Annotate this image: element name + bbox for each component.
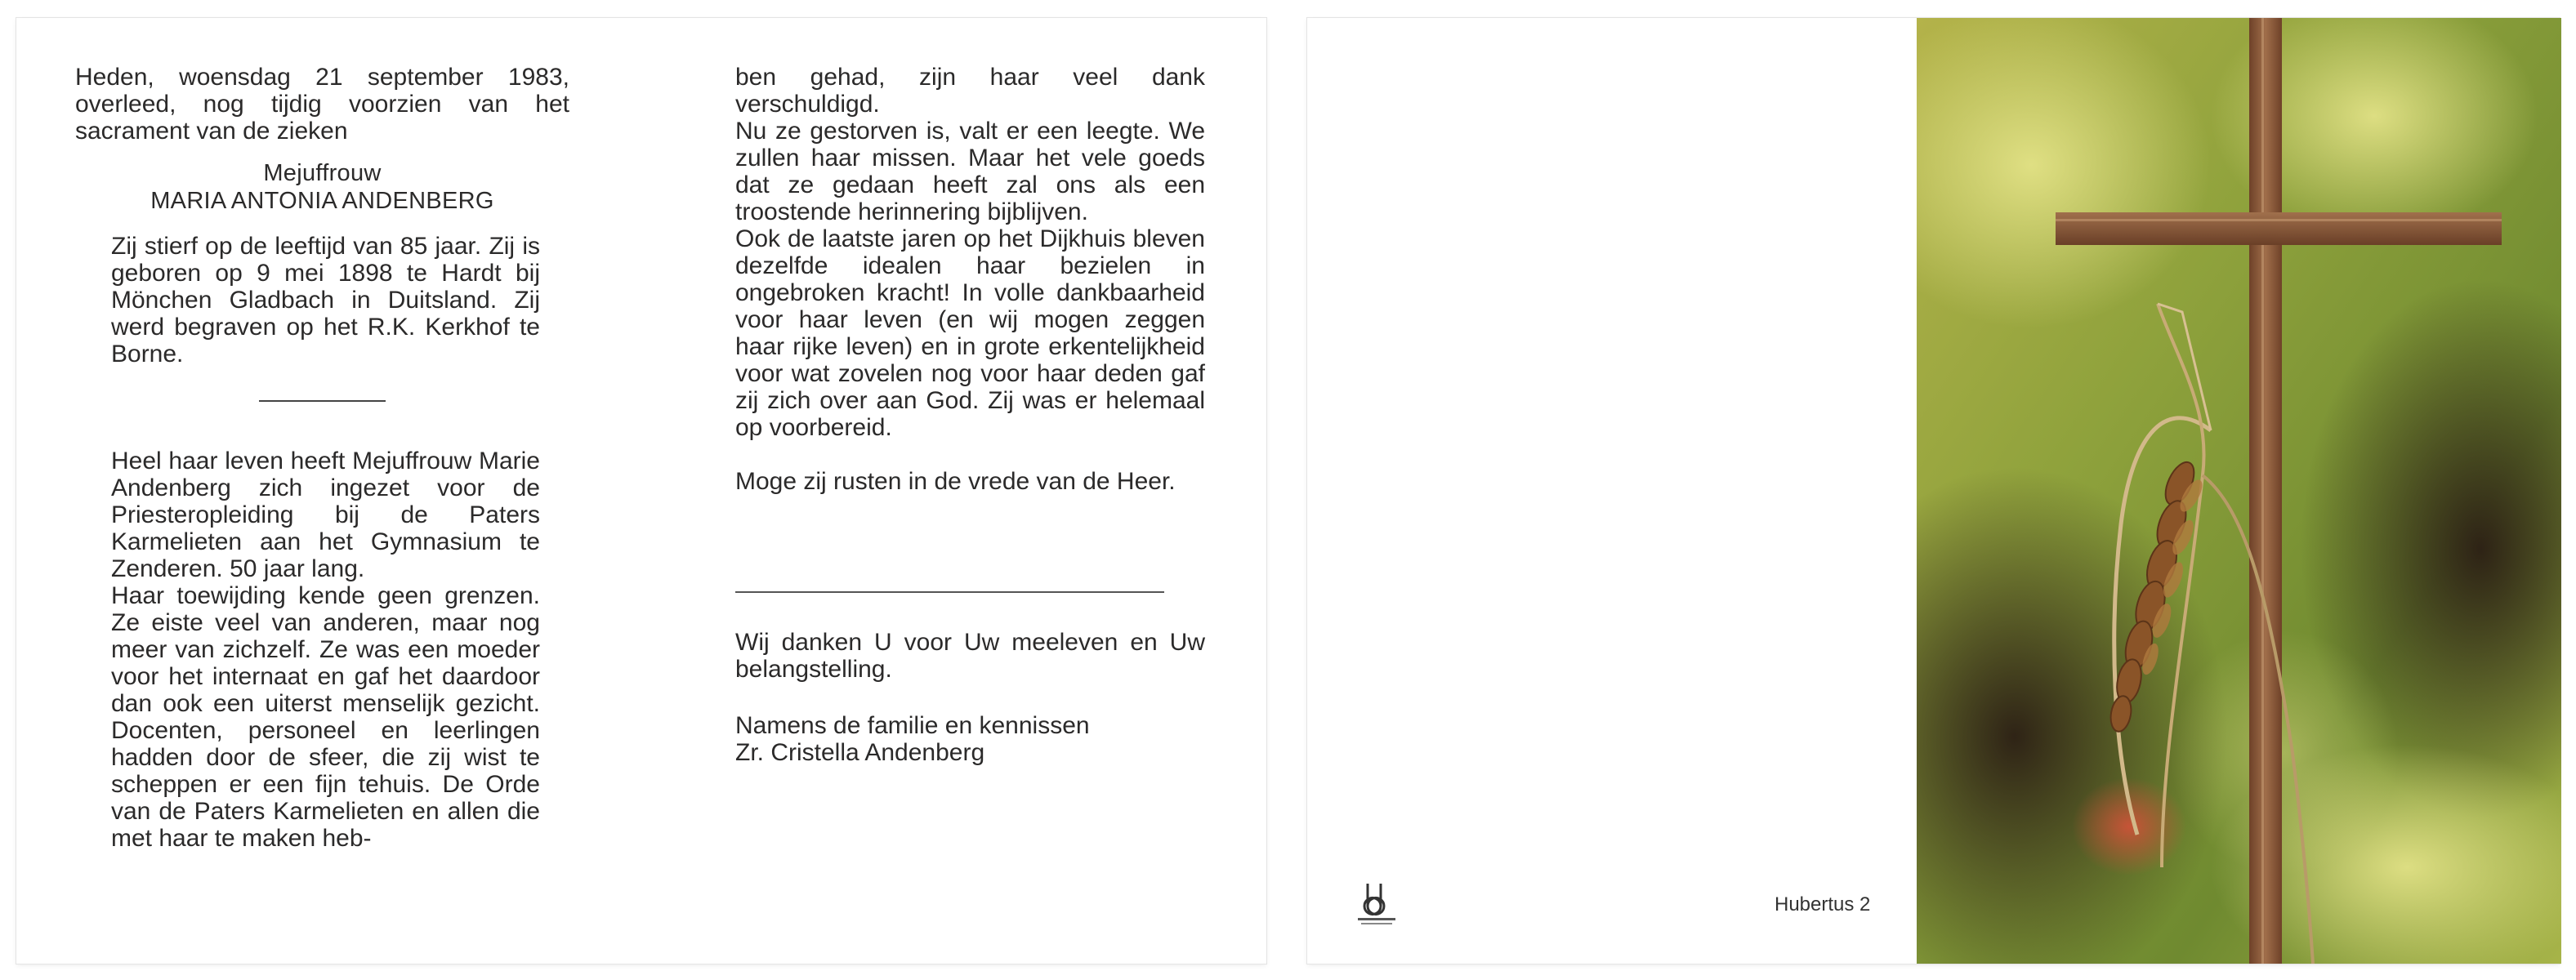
card-code-label: Hubertus 2 bbox=[1775, 893, 1871, 915]
closing-block bbox=[735, 629, 1205, 766]
deceased-heading bbox=[75, 159, 569, 215]
thanks-text: Wij danken U voor Uw meeleven en Uw belangstelling. bbox=[735, 629, 1205, 683]
signature-line-2: Zr. Cristella Andenberg bbox=[735, 739, 985, 766]
tribute-paragraph-5: Ook de laatste jaren op het Dijkhuis bleven dezelfde idealen haar bezielen in ongebroken kracht! In volle dankbaarheid voor haar leven (en wij mogen zeggen haar rijke leven) en in grote erkentelijkheid voor wat zovelen nog voor haar deden gaf zij zich over aan God. Zij was er helemaal op voorbereid. bbox=[735, 225, 1205, 441]
middle-text-block bbox=[735, 64, 1205, 495]
divider-short bbox=[259, 400, 386, 402]
left-text-column bbox=[75, 64, 569, 852]
tribute-paragraph-1: Heel haar leven heeft Mejuffrouw Marie Andenberg zich ingezet voor de Priesteropleiding bij de Paters Karmelieten aan het Gymnasium te Zenderen. 50 jaar lang. bbox=[111, 448, 540, 582]
tribute-paragraph-3: ben gehad, zijn haar veel dank verschuldigd. bbox=[735, 64, 1205, 118]
deceased-name: MARIA ANTONIA ANDENBERG bbox=[150, 188, 494, 214]
biography-text: Zij stierf op de leeftijd van 85 jaar. Zij is geboren op 9 mei 1898 te Hardt bij Mönchen Gladbach in Duitsland. Zij werd begraven op het R.K. Kerkhof te Borne. bbox=[111, 233, 540, 368]
wooden-cross-with-wheat-ear-icon bbox=[1915, 18, 2561, 964]
scan-edge bbox=[0, 0, 2576, 18]
divider-long bbox=[735, 591, 1164, 593]
intro-text: Heden, woensdag 21 september 1983, overleed, nog tijdig voorzien van het sacrament van de zieken bbox=[75, 64, 569, 145]
tribute-paragraph-2: Haar toewijding kende geen grenzen. Ze eiste veel van anderen, maar nog meer van zichzelf. Ze was een moeder voor het internaat en gaf het daardoor dan ook een uiterst menselijk gezicht. Docenten, personeel en leerlingen hadden door de sfeer, die zij wist te scheppen er een fijn tehuis. De Orde van de Paters Karmelieten en allen die met haar te maken heb- bbox=[111, 582, 540, 852]
publisher-monogram-icon bbox=[1348, 874, 1405, 931]
middle-text-column bbox=[735, 64, 1230, 766]
prayer-text: Moge zij rusten in de vrede van de Heer. bbox=[735, 468, 1176, 495]
honorific: Mejuffrouw bbox=[263, 160, 382, 186]
tribute-paragraph-4: Nu ze gestorven is, valt er een leegte. We zullen haar missen. Maar het vele goeds dat ze gedaan heeft zal ons als een troostende herinnering bijblijven. bbox=[735, 118, 1205, 225]
signature-line-1: Namens de familie en kennissen bbox=[735, 712, 1090, 739]
